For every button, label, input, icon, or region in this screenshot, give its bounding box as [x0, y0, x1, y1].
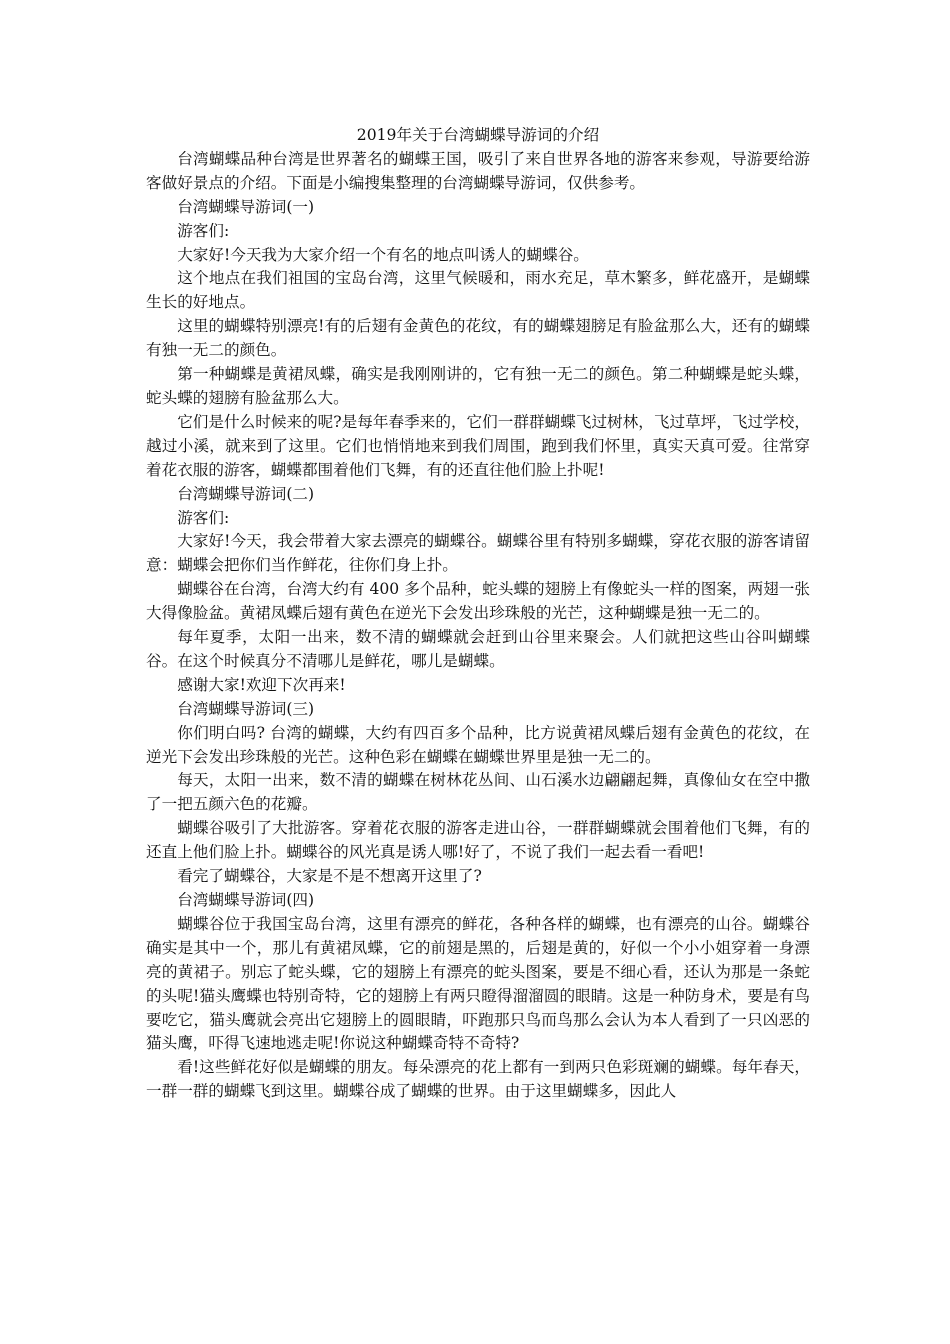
- paragraph: 这个地点在我们祖国的宝岛台湾，这里气候暖和，雨水充足，草木繁多，鲜花盛开，是蝴蝶生长的好地点。: [146, 269, 810, 312]
- paragraph: 看!这些鲜花好似是蝴蝶的朋友。每朵漂亮的花上都有一到两只色彩斑斓的蝴蝶。每年春天，一群一群的蝴蝶飞到这里。蝴蝶谷成了蝴蝶的世界。由于这里蝴蝶多，因此人: [146, 1058, 810, 1101]
- paragraph: 蝴蝶谷吸引了大批游客。穿着花衣服的游客走进山谷，一群群蝴蝶就会围着他们飞舞，有的还直上他们脸上扑。蝴蝶谷的风光真是诱人哪!好了，不说了我们一起去看一看吧!: [146, 819, 810, 862]
- paragraph: 它们是什么时候来的呢?是每年春季来的，它们一群群蝴蝶飞过树林，飞过草坪，飞过学校，越过小溪，就来到了这里。它们也悄悄地来到我们周围，跑到我们怀里，真实天真可爱。往常穿着花衣服的游客，蝴蝶都围着他们飞舞，有的还直往他们脸上扑呢!: [146, 412, 810, 479]
- paragraph: 大家好!今天我为大家介绍一个有名的地点叫诱人的蝴蝶谷。: [177, 245, 589, 264]
- paragraph: 每天，太阳一出来，数不清的蝴蝶在树林花丛间、山石溪水边翩翩起舞，真像仙女在空中撒了一把五颜六色的花瓣。: [146, 771, 810, 814]
- paragraph-intro: 台湾蝴蝶品种台湾是世界著名的蝴蝶王国，吸引了来自世界各地的游客来参观，导游要给游客做好景点的介绍。下面是小编搜集整理的台湾蝴蝶导游词，仅供参考。: [146, 149, 810, 192]
- paragraph-greeting: 游客们:: [177, 508, 230, 527]
- section-heading-2: 台湾蝴蝶导游词(二): [177, 484, 315, 503]
- paragraph: 感谢大家!欢迎下次再来!: [177, 675, 346, 694]
- paragraph: 你们明白吗? 台湾的蝴蝶，大约有四百多个品种，比方说黄裙凤蝶后翅有金黄色的花纹，在逆光下会发出珍珠般的光芒。这种色彩在蝴蝶在蝴蝶世界里是独一无二的。: [146, 723, 810, 766]
- document-title: 2019年关于台湾蝴蝶导游词的介绍: [356, 126, 600, 144]
- document-page: [146, 124, 810, 1104]
- paragraph: 大家好!今天，我会带着大家去漂亮的蝴蝶谷。蝴蝶谷里有特别多蝴蝶，穿花衣服的游客请留意：蝴蝶会把你们当作鲜花，往你们身上扑。: [146, 532, 810, 575]
- paragraph: 这里的蝴蝶特别漂亮!有的后翅有金黄色的花纹，有的蝴蝶翅膀足有脸盆那么大，还有的蝴蝶有独一无二的颜色。: [146, 317, 810, 360]
- section-heading-3: 台湾蝴蝶导游词(三): [177, 699, 315, 718]
- paragraph: 看完了蝴蝶谷，大家是不是不想离开这里了?: [177, 867, 482, 886]
- paragraph: 第一种蝴蝶是黄裙凤蝶，确实是我刚刚讲的，它有独一无二的颜色。第二种蝴蝶是蛇头蝶，蛇头蝶的翅膀有脸盆那么大。: [146, 365, 810, 407]
- paragraph: 蝴蝶谷在台湾，台湾大约有 400 多个品种，蛇头蝶的翅膀上有像蛇头一样的图案，两翅一张大得像脸盆。黄裙凤蝶后翅有黄色在逆光下会发出珍珠般的光芒，这种蝴蝶是独一无二的。: [146, 580, 810, 623]
- section-heading-4: 台湾蝴蝶导游词(四): [177, 891, 315, 909]
- paragraph-greeting: 游客们:: [177, 221, 230, 240]
- paragraph: 每年夏季，太阳一出来，数不清的蝴蝶就会赶到山谷里来聚会。人们就把这些山谷叫蝴蝶谷。在这个时候真分不清哪儿是鲜花，哪儿是蝴蝶。: [146, 628, 810, 670]
- section-heading-1: 台湾蝴蝶导游词(一): [177, 197, 315, 216]
- paragraph: 蝴蝶谷位于我国宝岛台湾，这里有漂亮的鲜花，各种各样的蝴蝶，也有漂亮的山谷。蝴蝶谷确实是其中一个，那儿有黄裙凤蝶，它的前翅是黑的，后翅是黄的，好似一个小小姐穿着一身漂亮的黄裙子。别忘了蛇头蝶，它的翅膀上有漂亮的蛇头图案，要是不细心看，还认为那是一条蛇的头呢!猫头鹰蝶也特别奇特，它的翅膀上有两只瞪得溜溜圆的眼睛。这是一种防身术，要是有鸟要吃它，猫头鹰就会亮出它翅膀上的圆眼睛，吓跑那只鸟而鸟那么会认为本人看到了一只凶恶的猫头鹰，吓得飞速地逃走呢!你说这种蝴蝶奇特不奇特?: [146, 914, 810, 1053]
